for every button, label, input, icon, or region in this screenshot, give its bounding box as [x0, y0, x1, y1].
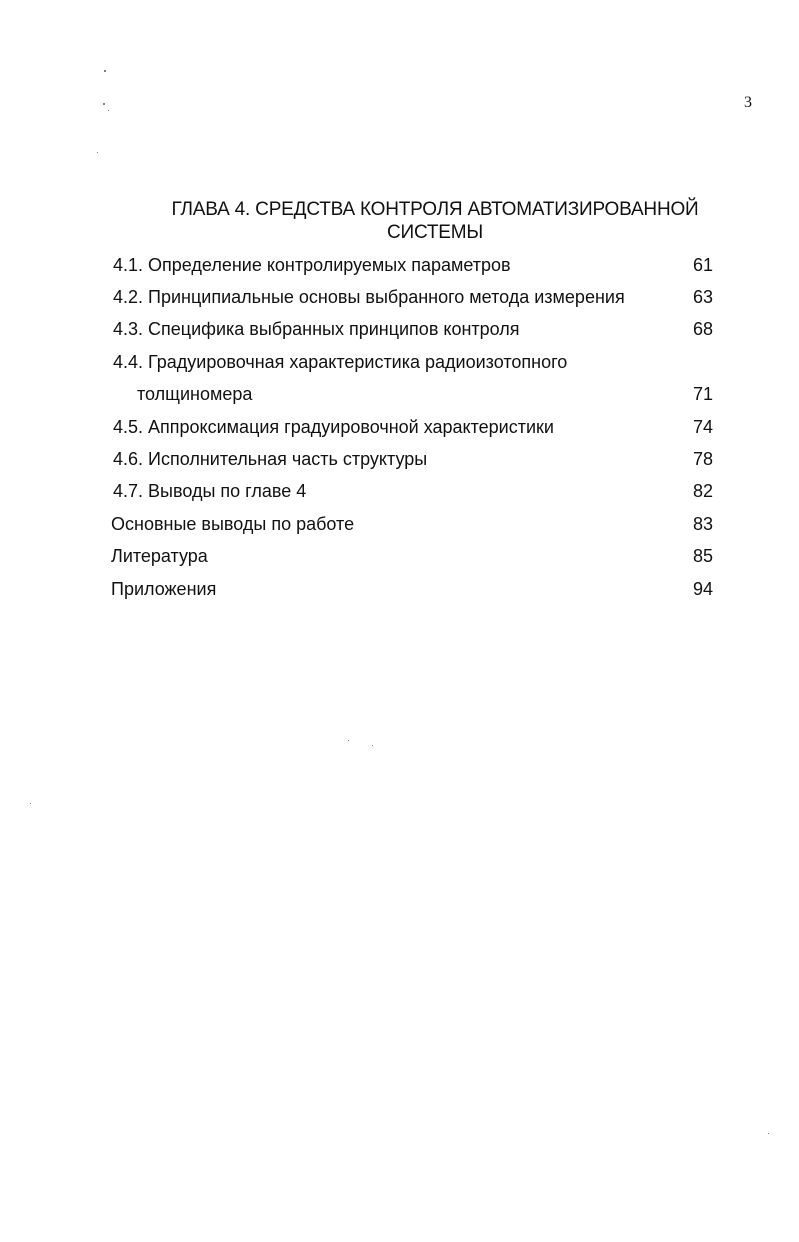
chapter-title-line-1: ГЛАВА 4. СРЕДСТВА КОНТРОЛЯ АВТОМАТИЗИРОВАННОЙ — [171, 199, 699, 220]
toc-entry-page: 94 — [692, 579, 713, 599]
page-number: 3 — [744, 94, 752, 111]
toc-row — [0, 349, 799, 375]
toc-row — [0, 381, 799, 407]
toc-row — [0, 316, 799, 342]
scan-speck — [104, 70, 106, 72]
toc-entry-text: 4.7. Выводы по главе 4 — [113, 481, 307, 501]
scan-speck — [108, 110, 109, 111]
toc-entry-text: толщиномера — [137, 384, 253, 404]
toc-entry-page: 63 — [692, 287, 713, 307]
scan-speck — [372, 745, 373, 746]
toc-row — [0, 543, 799, 569]
scan-speck — [30, 803, 31, 804]
chapter-title — [100, 198, 770, 244]
toc-entry-page: 61 — [692, 255, 713, 275]
toc-entry-page: 74 — [692, 417, 713, 437]
toc-entry-text: 4.2. Принципиальные основы выбранного метода измерения — [113, 287, 625, 307]
toc-entry-page: 83 — [692, 514, 713, 534]
toc-entry-text: 4.6. Исполнительная часть структуры — [113, 449, 428, 469]
toc-entry-text: 4.5. Аппроксимация градуировочной характеристики — [113, 417, 554, 437]
toc-entry-text: Литература — [111, 546, 208, 566]
scan-speck — [348, 740, 349, 741]
toc-entry-text: 4.4. Градуировочная характеристика радиоизотопного — [113, 352, 568, 372]
toc-row — [0, 252, 799, 278]
toc-entry-text: Приложения — [111, 579, 217, 599]
scan-speck — [97, 152, 98, 153]
toc-row — [0, 576, 799, 602]
scan-speck — [768, 1133, 769, 1134]
toc-row — [0, 511, 799, 537]
toc-entry-text: 4.1. Определение контролируемых параметров — [113, 255, 511, 275]
toc-row — [0, 446, 799, 472]
toc-row — [0, 284, 799, 310]
toc-row — [0, 414, 799, 440]
chapter-title-line-2: СИСТЕМЫ — [387, 222, 483, 243]
toc-entry-page: 78 — [692, 449, 713, 469]
toc-entry-page: 68 — [692, 319, 713, 339]
toc-entry-page: 85 — [692, 546, 713, 566]
toc-entry-page: 82 — [692, 481, 713, 501]
toc-row — [0, 478, 799, 504]
toc-entry-text: Основные выводы по работе — [111, 514, 355, 534]
toc-entry-page: 71 — [692, 384, 713, 404]
scan-speck — [103, 103, 105, 105]
toc-entry-text: 4.3. Специфика выбранных принципов контроля — [113, 319, 520, 339]
